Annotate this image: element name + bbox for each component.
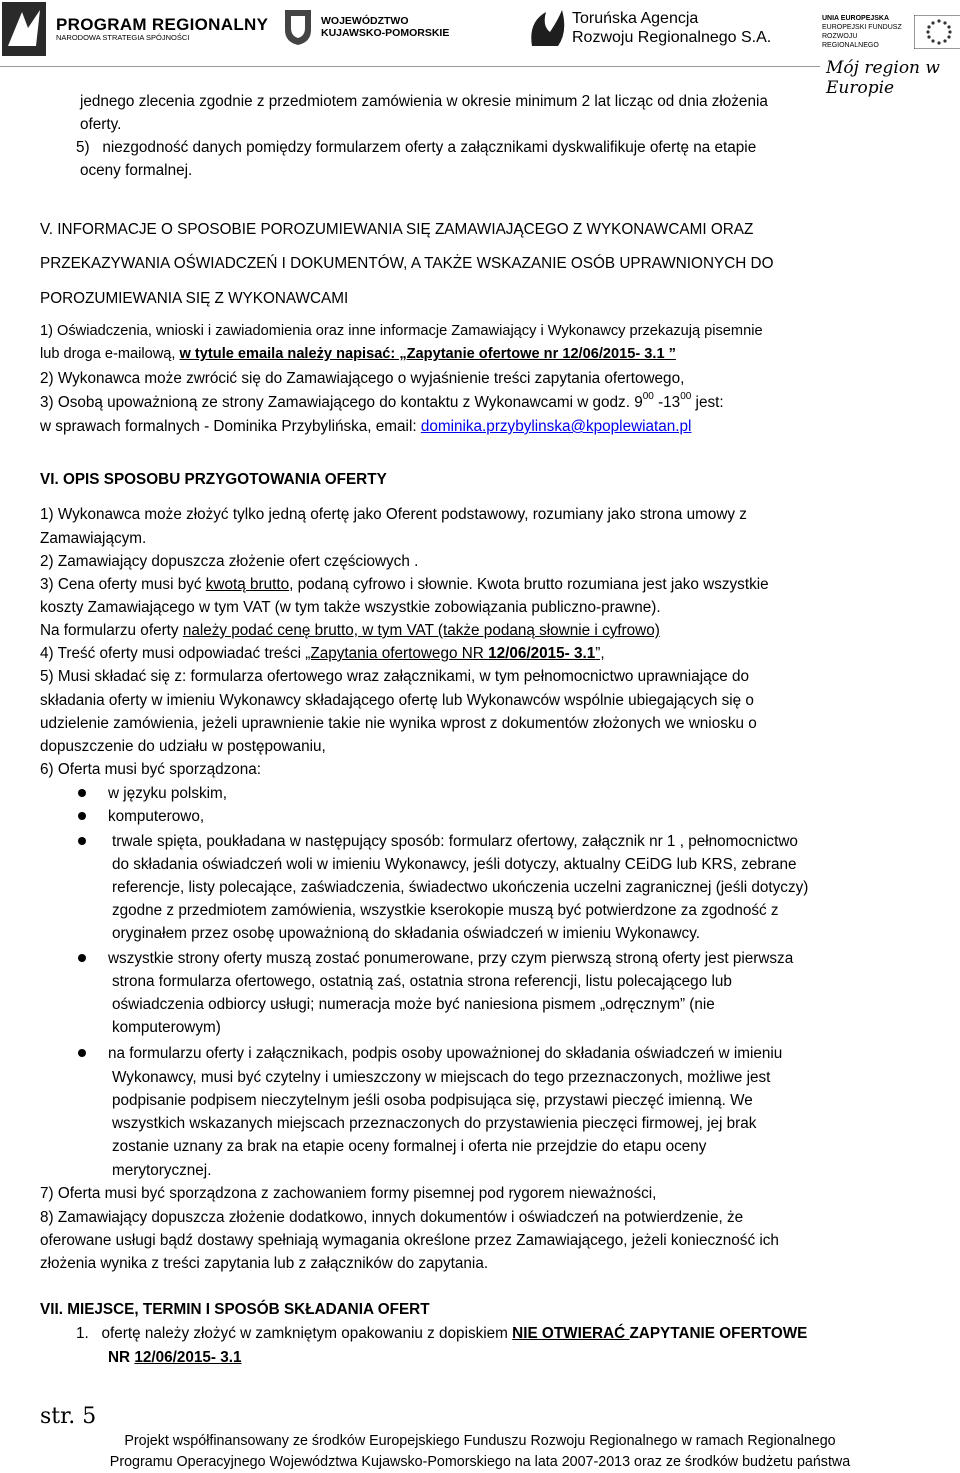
- section5-p4a: w sprawach formalnych - Dominika Przybylińska, email:: [40, 418, 421, 435]
- section6-p5-line1: 5) Musi składać się z: formularza ofertowego wraz załącznikami, w tym pełnomocnictwo uprawniające do: [40, 668, 750, 685]
- section5-p1-line2a: lub droga e-mailową,: [40, 346, 180, 362]
- footer-line2: Programu Operacyjnego Województwa Kujawsko-Pomorskiego na lata 2007-2013 oraz ze środków budżetu państwa: [109, 1454, 851, 1470]
- section6-p8-line3: złożenia wynika z treści zapytania lub z załączników do zapytania.: [40, 1255, 489, 1272]
- section6-p8-line1: 8) Zamawiający dopuszcza złożenie dodatkowo, innych dokumentów i oświadczeń na potwierdzenie, że: [40, 1209, 744, 1226]
- bullet-5-line3: podpisanie podpisem nieczytelnym jeśli osoba podpisująca się, przystawi pieczęć imienną. We: [112, 1092, 753, 1109]
- section5-p1-line1: 1) Oświadczenia, wnioski i zawiadomienia oraz inne informacje Zamawiający i Wykonawcy przekazują pisemnie: [40, 323, 763, 339]
- bullet-3-line2: do składania oświadczeń woli w imieniu Wykonawcy, jeśli dotyczy, aktualny CEiDG lub KRS, zebrane: [112, 856, 797, 873]
- bullet-2: [78, 812, 86, 820]
- slogan: Mój region w Europie: [826, 58, 940, 98]
- bullet-3: [78, 837, 86, 845]
- header-logos: [0, 0, 960, 98]
- email-subject-instruction: w tytule emaila należy napisać: „Zapytanie ofertowe nr 12/06/2015- 3.1 ”: [179, 346, 676, 362]
- agency-line2: Rozwoju Regionalnego S.A.: [572, 29, 772, 46]
- section5-p1-line2: [40, 343, 898, 366]
- bullet-4-line4: komputerowym): [112, 1019, 221, 1036]
- footer-line1: Projekt współfinansowany ze środków Europejskiego Funduszu Rozwoju Regionalnego w ramach Regionalnego: [124, 1433, 836, 1449]
- section5-heading-line2: PRZEKAZYWANIA OŚWIADCZEŃ I DOKUMENTÓW, A TAKŻE WSKAZANIE OSÓB UPRAWNIONYCH DO: [40, 255, 774, 272]
- section6-p5-line2: składania oferty w imieniu Wykonawcy składającego ofertę lub Wykonawców wspólnie ubiegających się o: [40, 692, 754, 709]
- section7-item1b: ZAPYTANIE OFERTOWE: [629, 1325, 808, 1342]
- section5-heading-line1: V. INFORMACJE O SPOSOBIE POROZUMIEWANIA SIĘ ZAMAWIAJĄCEGO Z WYKONAWCAMI ORAZ: [40, 221, 754, 238]
- bullet-3-line3: referencje, listy polecające, zaświadczenia, świadectwo ukończenia uczelni zagranicznej (jeśli dotyczy): [112, 879, 809, 896]
- section5-p2: 2) Wykonawca może zwrócić się do Zamawiającego o wyjaśnienie treści zapytania ofertowego,: [40, 370, 685, 387]
- section5-p3: [40, 391, 898, 414]
- program-subtitle: NARODOWA STRATEGIA SPÓJNOŚCI: [56, 33, 190, 42]
- section6-p3-line3-underlined: należy podać cenę brutto, w tym VAT (także podaną słownie i cyfrowo): [182, 622, 660, 639]
- item5-line1: niezgodność danych pomiędzy formularzem oferty a załącznikami dyskwalifikuje ofertę na etapie: [102, 139, 757, 156]
- agency-line1: Toruńska Agencja: [572, 10, 699, 27]
- bullet-4-line1: wszystkie strony oferty muszą zostać ponumerowane, przy czym pierwszą stroną oferty jest pierwsza: [108, 950, 794, 967]
- section5-p3-sup1: 00: [642, 391, 654, 402]
- eu-logo: [822, 14, 960, 50]
- do-not-open-label: NIE OTWIERAĆ: [512, 1325, 630, 1342]
- bullet-4-line3: oświadczenia odbiorcy usługi; numeracja może być naniesiona pismem „odręcznym” (nie: [112, 996, 715, 1013]
- section7-heading: VII. MIEJSCE, TERMIN I SPOSÓB SKŁADANIA OFERT: [40, 1301, 430, 1318]
- bullet-3-line4: zgodne z przedmiotem zamówienia, wszystkie kserokopie muszą być potwierdzone za zgodność z: [112, 902, 779, 919]
- program-title: PROGRAM REGIONALNY: [56, 15, 269, 34]
- section6-heading: VI. OPIS SPOSOBU PRZYGOTOWANIA OFERTY: [40, 471, 387, 488]
- section7-item1-line2: [108, 1346, 898, 1369]
- program-regionalny-emblem-icon: [2, 2, 46, 56]
- section6-p4-number: 12/06/2015- 3.1: [488, 645, 596, 662]
- agency-emblem-icon: [528, 6, 566, 50]
- section6-p8-line2: oferowane usługi bądź dostawy spełniają wymagania określone przez Zamawiającego, jeżeli konieczność ich: [40, 1232, 779, 1249]
- section6-p1-line1: 1) Wykonawca może złożyć tylko jedną ofertę jako Oferent podstawowy, rozumiany jako strona umowy z: [40, 506, 747, 523]
- section7-item1-number-ref: 12/06/2015- 3.1: [134, 1349, 242, 1366]
- header-divider: [0, 66, 820, 67]
- section7-item1-line1: [76, 1322, 898, 1345]
- section6-p3b: , podaną cyfrowo i słownie. Kwota brutto rozumiana jest jako wszystkie: [289, 576, 769, 593]
- eu-line1: UNIA EUROPEJSKA: [822, 15, 890, 22]
- intro-line1: jednego zlecenia zgodnie z przedmiotem zamówienia w okresie minimum 2 lat licząc od dnia złożenia: [80, 93, 768, 110]
- bullet-2-text: komputerowo,: [108, 808, 205, 825]
- bullet-5: [78, 1049, 86, 1057]
- section6-p3-line1: [40, 573, 898, 596]
- eu-line2: EUROPEJSKI FUNDUSZ: [822, 24, 902, 31]
- section5-p4: [40, 415, 898, 438]
- section6-p6: 6) Oferta musi być sporządzona:: [40, 761, 262, 778]
- section5-p3a: 3) Osobą upoważnioną ze strony Zamawiającego do kontaktu z Wykonawcami w godz. 9: [40, 394, 643, 411]
- intro-item5-line2: oceny formalnej.: [80, 162, 193, 179]
- section5-heading-line3: POROZUMIEWANIA SIĘ Z WYKONAWCAMI: [40, 290, 349, 307]
- intro-line2: oferty.: [80, 116, 122, 133]
- intro-item5: [76, 136, 898, 159]
- section6-p4: [40, 642, 898, 665]
- bullet-5-line4: wszystkich wskazanych miejscach przeznaczonych do przystawienia pieczęci firmowej, jej brak: [112, 1115, 757, 1132]
- section5-p3b: -13: [653, 394, 681, 411]
- eu-flag-icon: [914, 15, 960, 49]
- bullet-5-line5: zostanie uznany za brak na etapie oceny formalnej i oferta nie przejdzie do etapu oceny: [112, 1138, 707, 1155]
- bullet-4-line2: strona formularza ofertowego, ostatnią zaś, ostatnia strona referencji, listu polecającego lub: [112, 973, 732, 990]
- section6-p3-underlined: kwotą brutto: [205, 576, 290, 593]
- section6-p5-line4: dopuszczenie do udziału w postępowaniu,: [40, 738, 326, 755]
- section6-p3-line3a: Na formularzu oferty: [40, 622, 183, 639]
- section6-p3-line3: [40, 619, 898, 642]
- bullet-1-text: w języku polskim,: [108, 785, 228, 802]
- page-number: str. 5: [40, 1404, 97, 1429]
- section6-p4c: ”,: [595, 645, 605, 662]
- section6-p5-line3: udzielenie zamówienia, jeżeli uprawnienie takie nie wynika wprost z dokumentów złożonych we wniosku o: [40, 715, 757, 732]
- bullet-5-line1: na formularzu oferty i załącznikach, podpis osoby upoważnionej do składania oświadczeń w imieniu: [108, 1045, 783, 1062]
- section5-p3-sup2: 00: [680, 391, 692, 402]
- eu-line3: ROZWOJU REGIONALNEGO: [822, 33, 879, 49]
- section6-p4a: 4) Treść oferty musi odpowiadać treści: [40, 645, 306, 662]
- section6-p2: 2) Zamawiający dopuszcza złożenie ofert częściowych .: [40, 553, 419, 570]
- bullet-4: [78, 954, 86, 962]
- section6-p1-line2: Zamawiającym.: [40, 530, 147, 547]
- section7-item1a: ofertę należy złożyć w zamkniętym opakowaniu z dopiskiem: [101, 1325, 513, 1342]
- item5-number: 5): [76, 139, 90, 156]
- section5-p3c: jest:: [691, 394, 724, 411]
- bullet-3-line1: trwale spięta, poukładana w następujący sposób: formularz ofertowy, załącznik nr 1 , pełnomocnictwo: [112, 833, 798, 850]
- agency-logo: [528, 6, 771, 50]
- bullet-5-line2: Wykonawcy, musi być czytelny i umieszczony w miejscach do tego przeznaczonych, możliwe jest: [112, 1069, 771, 1086]
- coat-of-arms-icon: [283, 8, 313, 46]
- voivodeship-line2: KUJAWSKO-POMORSKIE: [321, 27, 450, 39]
- contact-email-link[interactable]: dominika.przybylinska@kpoplewiatan.pl: [420, 418, 692, 435]
- section6-p4-underlined: „Zapytania ofertowego NR: [305, 645, 489, 662]
- section7-item1-line2a: NR: [108, 1349, 135, 1366]
- section6-p3-line2: koszty Zamawiającego w tym VAT (w tym także wszystkie zobowiązania publiczno-prawne).: [40, 599, 661, 616]
- voivodeship-logo: [283, 8, 449, 46]
- section6-p7: 7) Oferta musi być sporządzona z zachowaniem formy pisemnej pod rygorem nieważności,: [40, 1185, 657, 1202]
- program-regionalny-logo: [2, 2, 268, 56]
- section7-item1-number: 1.: [76, 1325, 89, 1342]
- bullet-1: [78, 789, 86, 797]
- bullet-3-line5: oryginałem przez osobę upoważnioną do składania oświadczeń w imieniu Wykonawcy.: [112, 925, 700, 942]
- voivodeship-line1: WOJEWÓDZTWO: [321, 15, 409, 27]
- bullet-5-line6: merytorycznej.: [112, 1162, 212, 1179]
- section6-p3a: 3) Cena oferty musi być: [40, 576, 206, 593]
